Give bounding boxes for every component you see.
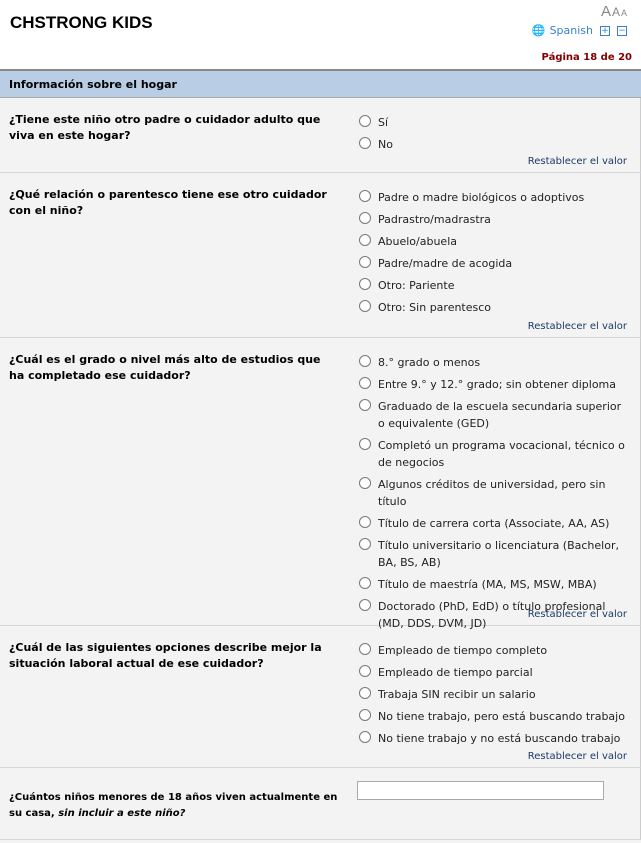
option-label: Empleado de tiempo parcial xyxy=(378,666,533,679)
radio-button[interactable] xyxy=(359,538,371,550)
option-label: No tiene trabajo y no está buscando trabajo xyxy=(378,732,621,745)
radio-option[interactable] xyxy=(359,476,629,510)
radio-option[interactable] xyxy=(359,233,629,250)
radio-button[interactable] xyxy=(359,234,371,246)
option-label: Título universitario o licenciatura (Bachelor, BA, BS, AB) xyxy=(378,539,619,569)
radio-button[interactable] xyxy=(359,355,371,367)
radio-button[interactable] xyxy=(359,256,371,268)
radio-option[interactable] xyxy=(359,708,629,725)
option-label: Título de maestría (MA, MS, MSW, MBA) xyxy=(378,578,597,591)
font-medium-button[interactable]: A xyxy=(611,5,620,19)
radio-button[interactable] xyxy=(359,278,371,290)
option-label: Entre 9.° y 12.° grado; sin obtener diploma xyxy=(378,378,616,391)
reset-value-link[interactable]: Restablecer el valor xyxy=(527,156,627,167)
font-small-button[interactable]: A xyxy=(620,8,627,18)
expand-icon[interactable]: + xyxy=(601,25,609,36)
app-title: CHSTRONG KIDS xyxy=(10,13,153,32)
page-indicator: Página 18 de 20 xyxy=(541,52,632,63)
children-count-input[interactable] xyxy=(357,781,604,800)
radio-button[interactable] xyxy=(359,665,371,677)
radio-button[interactable] xyxy=(359,577,371,589)
option-label: Sí xyxy=(378,116,389,129)
radio-button[interactable] xyxy=(359,516,371,528)
radio-button[interactable] xyxy=(359,731,371,743)
radio-option[interactable] xyxy=(359,515,629,532)
language-selector[interactable] xyxy=(532,24,627,37)
radio-option[interactable] xyxy=(359,437,629,471)
radio-option[interactable] xyxy=(359,189,629,206)
header xyxy=(0,0,641,71)
radio-group xyxy=(359,354,629,637)
question-2 xyxy=(0,173,641,338)
language-label: Spanish xyxy=(549,24,593,37)
option-label: Otro: Pariente xyxy=(378,279,455,292)
radio-group xyxy=(359,642,629,752)
radio-button[interactable] xyxy=(359,137,371,149)
radio-option[interactable] xyxy=(359,686,629,703)
radio-option[interactable] xyxy=(359,730,629,747)
radio-button[interactable] xyxy=(359,399,371,411)
radio-option[interactable] xyxy=(359,354,629,371)
radio-button[interactable] xyxy=(359,599,371,611)
question-text: ¿Cuántos niños menores de 18 años viven actualmente en su casa, sin incluir a este niño? xyxy=(9,792,338,819)
radio-button[interactable] xyxy=(359,190,371,202)
question-text: ¿Qué relación o parentesco tiene ese otro cuidador con el niño? xyxy=(9,188,327,217)
option-label: Título de carrera corta (Associate, AA, AS) xyxy=(378,517,610,530)
radio-option[interactable] xyxy=(359,664,629,681)
option-label: Padre/madre de acogida xyxy=(378,257,513,270)
radio-option[interactable] xyxy=(359,255,629,272)
radio-button[interactable] xyxy=(359,709,371,721)
radio-button[interactable] xyxy=(359,212,371,224)
option-label: Empleado de tiempo completo xyxy=(378,644,548,657)
radio-option[interactable] xyxy=(359,299,629,316)
section-header: Información sobre el hogar xyxy=(0,71,641,98)
reset-value-link[interactable]: Restablecer el valor xyxy=(527,751,627,762)
question-text: ¿Tiene este niño otro padre o cuidador adulto que viva en este hogar? xyxy=(9,113,321,142)
radio-option[interactable] xyxy=(359,398,629,432)
radio-option[interactable] xyxy=(359,211,629,228)
radio-button[interactable] xyxy=(359,115,371,127)
question-text: ¿Cuál de las siguientes opciones describe mejor la situación laboral actual de ese cuidador? xyxy=(9,641,322,670)
radio-option[interactable] xyxy=(359,537,629,571)
reset-value-link[interactable]: Restablecer el valor xyxy=(527,609,627,620)
option-label: Trabaja SIN recibir un salario xyxy=(378,688,536,701)
option-label: Padrastro/madrastra xyxy=(378,213,491,226)
option-label: Doctorado (PhD, EdD) o título profesional (MD, DDS, DVM, JD) xyxy=(378,600,606,630)
reset-value-link[interactable]: Restablecer el valor xyxy=(527,321,627,332)
collapse-icon[interactable]: − xyxy=(618,25,626,36)
option-label: No tiene trabajo, pero está buscando trabajo xyxy=(378,710,625,723)
font-size-controls xyxy=(600,3,627,20)
option-label: Graduado de la escuela secundaria superior o equivalente (GED) xyxy=(378,400,622,430)
radio-option[interactable] xyxy=(359,576,629,593)
option-label: 8.° grado o menos xyxy=(378,356,481,369)
radio-group xyxy=(359,114,629,158)
radio-button[interactable] xyxy=(359,477,371,489)
radio-option[interactable] xyxy=(359,277,629,294)
option-label: Otro: Sin parentesco xyxy=(378,301,492,314)
radio-button[interactable] xyxy=(359,643,371,655)
font-large-button[interactable]: A xyxy=(600,3,611,20)
question-4 xyxy=(0,626,641,768)
option-label: Completó un programa vocacional, técnico o de negocios xyxy=(378,439,625,469)
radio-group xyxy=(359,189,629,321)
question-children-count xyxy=(0,768,641,840)
radio-button[interactable] xyxy=(359,377,371,389)
radio-button[interactable] xyxy=(359,687,371,699)
option-label: Abuelo/abuela xyxy=(378,235,457,248)
radio-option[interactable] xyxy=(359,376,629,393)
radio-option[interactable] xyxy=(359,114,629,131)
globe-icon: 🌐 xyxy=(531,24,546,37)
option-label: No xyxy=(378,138,393,151)
question-1 xyxy=(0,98,641,173)
option-label: Padre o madre biológicos o adoptivos xyxy=(378,191,585,204)
radio-option[interactable] xyxy=(359,136,629,153)
question-text: ¿Cuál es el grado o nivel más alto de estudios que ha completado ese cuidador? xyxy=(9,353,321,382)
question-3 xyxy=(0,338,641,630)
radio-option[interactable] xyxy=(359,642,629,659)
radio-button[interactable] xyxy=(359,438,371,450)
radio-button[interactable] xyxy=(359,300,371,312)
option-label: Algunos créditos de universidad, pero sin título xyxy=(378,478,606,508)
